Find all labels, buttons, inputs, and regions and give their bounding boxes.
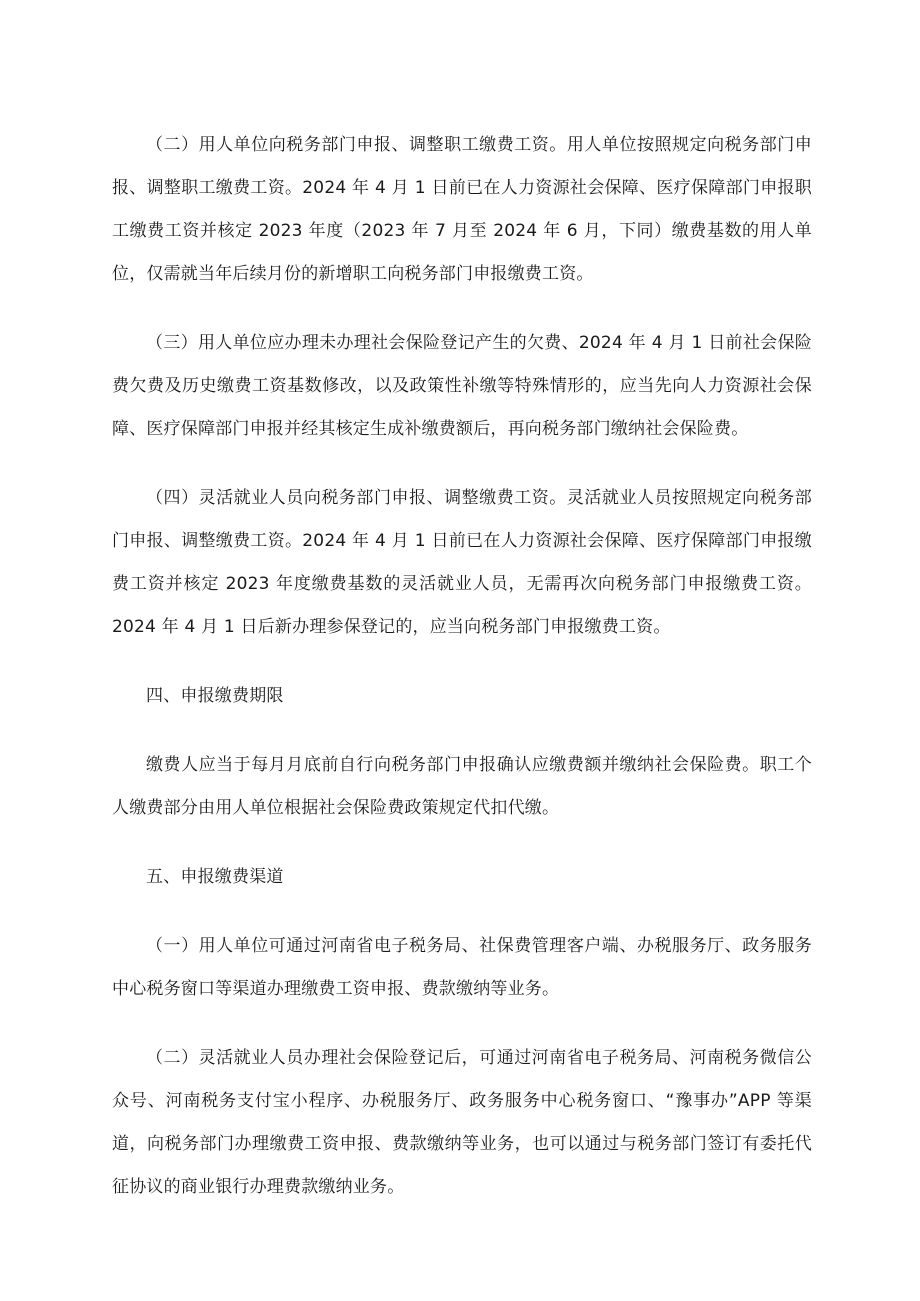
paragraph-employer-channels: （一）用人单位可通过河南省电子税务局、社保费管理客户端、办税服务厅、政务服务中心税务窗口等渠道办理缴费工资申报、费款缴纳等业务。 <box>112 936 812 999</box>
paragraph-payment-deadline: 缴费人应当于每月月底前自行向税务部门申报确认应缴费额并缴纳社会保险费。职工个人缴费部分由用人单位根据社会保险费政策规定代扣代缴。 <box>112 755 812 818</box>
paragraph-employer-wage-declaration: （二）用人单位向税务部门申报、调整职工缴费工资。用人单位按照规定向税务部门申报、调整职工缴费工资。2024 年 4 月 1 日前已在人力资源社会保障、医疗保障部门申报职工缴费工资并核定 2023 年度（2023 年 7 月至 2024 年 6 月，下同）缴费基数的用人单位，仅需就当年后续月份的新增职工向税务部门申报缴费工资。 <box>112 135 812 284</box>
section-heading-payment-deadline: 四、申报缴费期限 <box>146 686 284 706</box>
paragraph-flexible-employment-channels: （二）灵活就业人员办理社会保险登记后，可通过河南省电子税务局、河南税务微信公众号、河南税务支付宝小程序、办税服务厅、政务服务中心税务窗口、“豫事办”APP 等渠道，向税务部门办理缴费工资申报、费款缴纳等业务，也可以通过与税务部门签订有委托代征协议的商业银行办理费款缴纳业务。 <box>112 1048 812 1197</box>
section-heading-payment-channels: 五、申报缴费渠道 <box>146 867 284 887</box>
paragraph-flexible-employment-declaration: （四）灵活就业人员向税务部门申报、调整缴费工资。灵活就业人员按照规定向税务部门申报、调整缴费工资。2024 年 4 月 1 日前已在人力资源社会保障、医疗保障部门申报缴费工资并核定 2023 年度缴费基数的灵活就业人员，无需再次向税务部门申报缴费工资。2024 年 4 月 1 日后新办理参保登记的，应当向税务部门申报缴费工资。 <box>112 488 812 637</box>
paragraph-arrears-handling: （三）用人单位应办理未办理社会保险登记产生的欠费、2024 年 4 月 1 日前社会保险费欠费及历史缴费工资基数修改，以及政策性补缴等特殊情形的，应当先向人力资源社会保障、医疗保障部门申报并经其核定生成补缴费额后，再向税务部门缴纳社会保险费。 <box>112 333 812 439</box>
document-body <box>112 124 812 1235</box>
